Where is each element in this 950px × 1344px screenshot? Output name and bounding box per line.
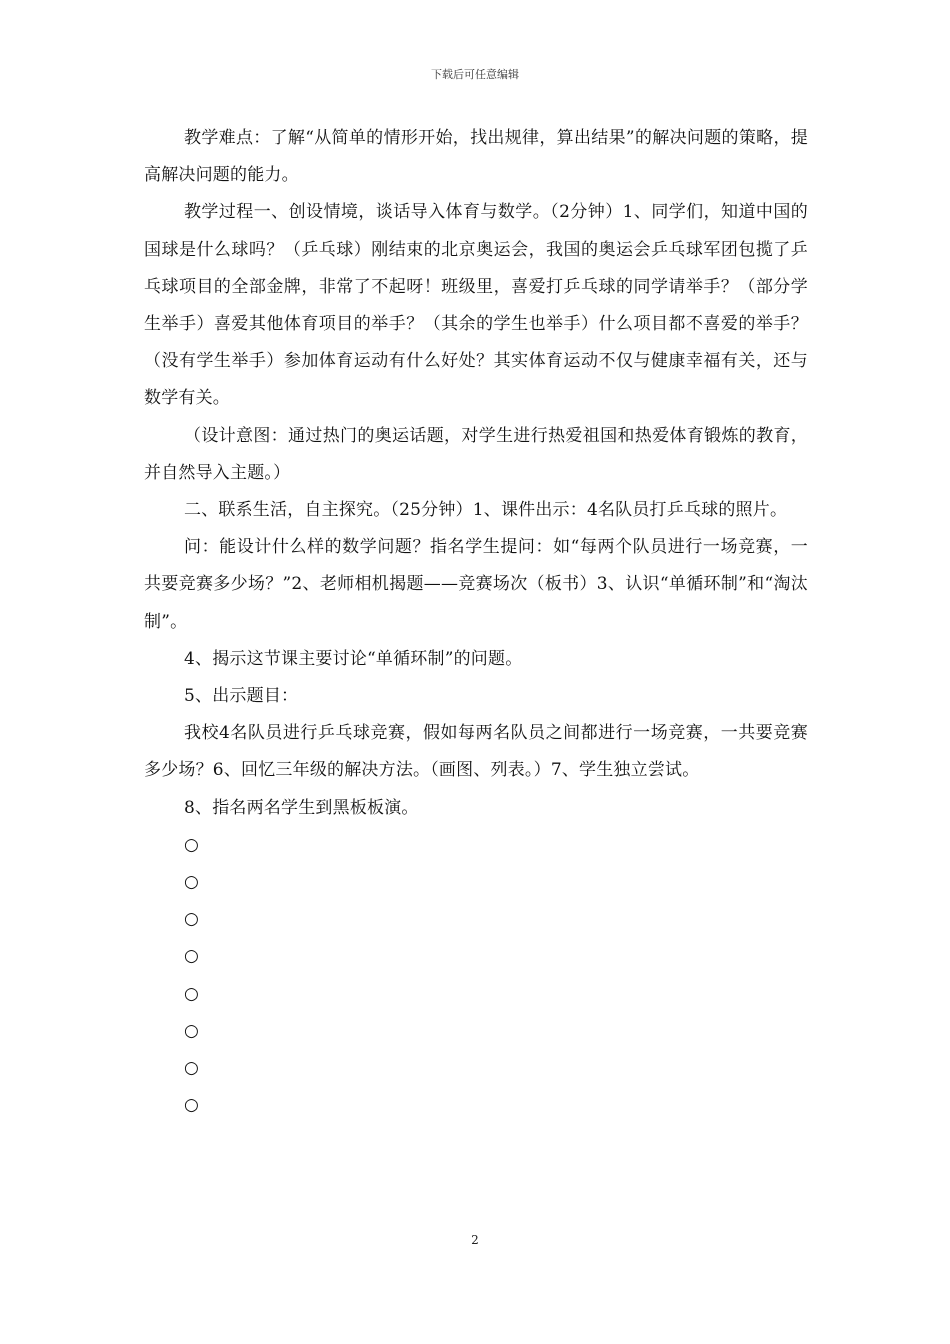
paragraph-teaching-difficulty: 教学难点：了解“从简单的情形开始，找出规律，算出结果”的解决问题的策略，提高解决问题的能力。 bbox=[144, 128, 808, 186]
circle-list bbox=[144, 827, 808, 1125]
circle-item: ○ bbox=[184, 1020, 199, 1041]
page-header: 下载后可任意编辑 bbox=[431, 68, 519, 81]
paragraph-step-8: 8、指名两名学生到黑板板演。 bbox=[184, 797, 419, 818]
circle-item: ○ bbox=[184, 1058, 199, 1079]
paragraph-teaching-process: 教学过程一、创设情境，谈话导入体育与数学。（2分钟）1、同学们，知道中国的国球是什么球吗？（乒乓球）刚结束的北京奥运会，我国的奥运会乒乓球军团包揽了乒乓球项目的全部金牌，非常了不起呀！班级里，喜爱打乒乓球的同学请举手？（部分学生举手）喜爱其他体育项目的举手？（其余的学生也举手）什么项目都不喜爱的举手？（没有学生举手）参加体育运动有什么好处？其实体育运动不仅与健康幸福有关，还与数学有关。 bbox=[144, 202, 808, 409]
circle-item: ○ bbox=[184, 909, 199, 930]
paragraph-step-5: 5、出示题目： bbox=[184, 686, 299, 707]
circle-item: ○ bbox=[184, 946, 199, 967]
paragraph-question: 问：能设计什么样的数学问题？指名学生提问：如“每两个队员进行一场竞赛，一共要竞赛多少场？”2、老师相机揭题——竞赛场次（板书）3、认识“单循环制”和“淘汰制”。 bbox=[144, 537, 808, 632]
circle-item: ○ bbox=[184, 983, 199, 1004]
paragraph-design-intent: （设计意图：通过热门的奥运话题，对学生进行热爱祖国和热爱体育锻炼的教育，并自然导入主题。） bbox=[144, 425, 808, 483]
page-number: 2 bbox=[471, 1233, 479, 1247]
circle-item: ○ bbox=[184, 872, 199, 893]
circle-item: ○ bbox=[184, 1095, 199, 1116]
document-body bbox=[144, 120, 808, 1124]
paragraph-step-4: 4、揭示这节课主要讨论“单循环制”的问题。 bbox=[184, 648, 523, 669]
paragraph-section-two: 二、联系生活，自主探究。（25分钟）1、课件出示：4名队员打乒乓球的照片。 bbox=[184, 500, 788, 521]
paragraph-problem: 我校4名队员进行乒乓球竞赛，假如每两名队员之间都进行一场竞赛，一共要竞赛多少场？6、回忆三年级的解决方法。（画图、列表。）7、学生独立尝试。 bbox=[144, 723, 808, 781]
circle-item: ○ bbox=[184, 834, 199, 855]
